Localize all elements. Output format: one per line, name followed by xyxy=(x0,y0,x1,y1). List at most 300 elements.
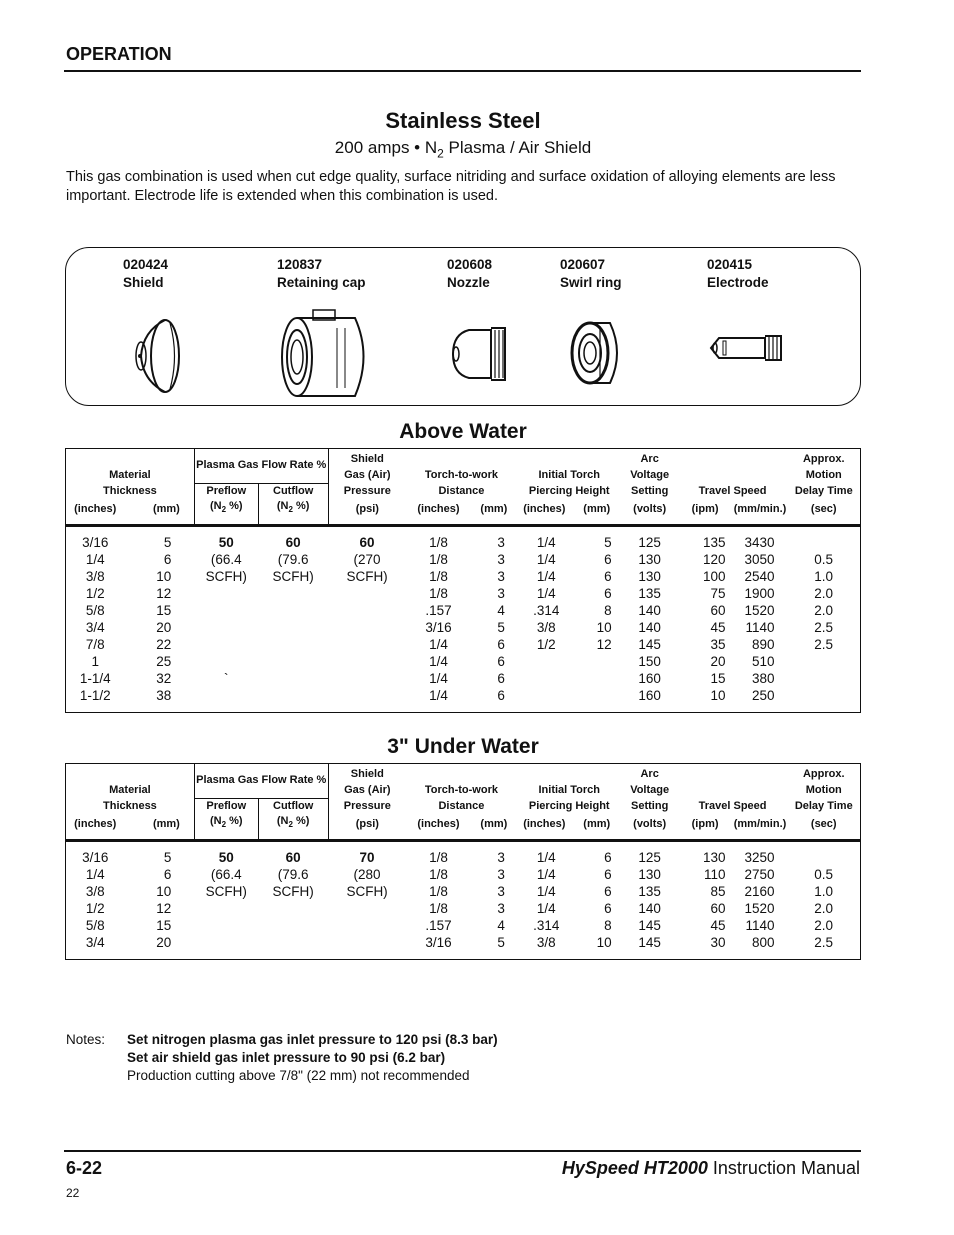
header-shield-2: Gas (Air) xyxy=(328,783,406,799)
table-cell: 135 xyxy=(638,585,661,601)
table-cell: 130 xyxy=(638,866,661,882)
table-cell: 3 xyxy=(497,866,505,882)
table-cell: 75 xyxy=(710,585,726,601)
header-pierce-2: Piercing Height xyxy=(528,799,610,812)
header-rule xyxy=(64,70,861,72)
table-cell xyxy=(328,687,406,713)
table-cell xyxy=(572,670,622,687)
table-row xyxy=(66,619,861,636)
part-name: Swirl ring xyxy=(560,275,622,290)
table-cell xyxy=(328,619,406,636)
header-pierce-2: Piercing Height xyxy=(528,484,610,497)
table-cell: 135 xyxy=(703,534,726,550)
table-cell: 38 xyxy=(156,687,172,703)
table-cell xyxy=(328,934,406,960)
table-cell: 1/8 xyxy=(429,866,448,882)
under-water-table xyxy=(65,763,861,960)
table-cell: ` xyxy=(224,670,229,686)
table-cell: .314 xyxy=(533,602,560,618)
swirl-ring-part-icon xyxy=(560,318,640,388)
note-line-3: Production cutting above 7/8" (22 mm) not recommended xyxy=(127,1068,470,1083)
table-row xyxy=(66,883,861,900)
table-cell: (79.6 xyxy=(277,551,309,567)
table-cell: 250 xyxy=(751,687,775,703)
table-cell: 100 xyxy=(703,568,726,584)
under-water-rows xyxy=(66,840,861,959)
table-cell: 60 xyxy=(285,534,301,550)
header-shield-3: Pressure xyxy=(328,483,406,499)
table-cell: 140 xyxy=(638,619,661,635)
table-cell xyxy=(328,636,406,653)
table-cell: 8 xyxy=(604,917,612,933)
table-cell: 15 xyxy=(710,670,726,686)
table-cell: 6 xyxy=(604,568,612,584)
table-cell: 5/8 xyxy=(85,917,105,933)
table-cell: 510 xyxy=(751,653,775,669)
table-row xyxy=(66,840,861,866)
table-cell: 45 xyxy=(710,917,726,933)
table-cell: 1/8 xyxy=(429,585,448,601)
header-shield-4: (psi) xyxy=(328,499,406,525)
table-cell: 2.0 xyxy=(814,900,833,916)
table-cell: 1/2 xyxy=(85,900,105,916)
above-water-title: Above Water xyxy=(399,420,527,443)
table-cell: 3 xyxy=(497,900,505,916)
table-cell: 3/8 xyxy=(536,619,556,635)
table-cell: 1140 xyxy=(745,619,775,635)
header-mm: (mm) xyxy=(124,499,194,525)
table-cell xyxy=(194,619,258,636)
table-cell xyxy=(788,670,861,687)
description: This gas combination is used when cut edge quality, surface nitriding and surface oxidation of alloying elements are less important. Electrode life is extended when this combination is used. xyxy=(66,169,836,204)
table-cell: 1520 xyxy=(744,900,775,916)
table-cell: 1/8 xyxy=(429,883,448,899)
table-cell: 140 xyxy=(638,900,661,916)
part-name: Shield xyxy=(123,275,164,290)
table-cell: 3 xyxy=(497,568,505,584)
table-cell: 380 xyxy=(751,670,775,686)
table-cell: 50 xyxy=(218,534,234,550)
table-cell: 1/4 xyxy=(536,900,556,916)
electrode-part-icon xyxy=(707,328,797,368)
table-cell: 2.5 xyxy=(814,619,833,635)
table-cell xyxy=(328,900,406,917)
table-row xyxy=(66,525,861,551)
header-arc-2: Voltage xyxy=(630,783,670,796)
table-cell: 1520 xyxy=(744,602,775,618)
part-number: 020607 xyxy=(560,257,606,272)
table-row xyxy=(66,602,861,619)
part-name: Nozzle xyxy=(447,275,490,290)
table-cell: 2750 xyxy=(744,866,775,882)
page-title: Stainless Steel xyxy=(385,108,541,133)
table-cell: 1/8 xyxy=(429,568,448,584)
table-cell: 15 xyxy=(156,602,172,618)
table-cell: 0.5 xyxy=(814,551,833,567)
table-cell xyxy=(788,653,861,670)
table-cell: 160 xyxy=(638,687,661,703)
table-cell: 10 xyxy=(596,934,612,950)
header-torch-mm: (mm) xyxy=(471,499,517,525)
table-cell: 7/8 xyxy=(85,636,105,652)
header-ipm: (ipm) xyxy=(678,814,733,840)
header-mm: (mm) xyxy=(124,814,194,840)
part-electrode xyxy=(707,256,827,406)
table-cell: 1/4 xyxy=(536,866,556,882)
table-cell: 6 xyxy=(497,670,505,686)
table-row xyxy=(66,585,861,602)
header-torch-1: Torch-to-work xyxy=(424,468,498,481)
table-cell: 160 xyxy=(638,670,661,686)
page-subtitle: 200 amps • $N_2$ Plasma / Air Shield xyxy=(334,138,592,161)
table-cell xyxy=(517,653,572,670)
table-cell: 3/8 xyxy=(85,883,105,899)
table-cell: 1/4 xyxy=(429,636,448,652)
table-cell xyxy=(258,917,328,934)
header-pierce-mm: (mm) xyxy=(572,814,622,840)
table-cell xyxy=(788,525,861,551)
header-torch-inches: (inches) xyxy=(406,499,471,525)
header-mmmin: (mm/min.) xyxy=(733,499,788,525)
part-number: 120837 xyxy=(277,257,323,272)
table-cell: (66.4 xyxy=(210,551,242,567)
header-cutflow: Cutflow xyxy=(258,798,328,814)
table-cell: SCFH) xyxy=(272,883,314,899)
note-line-2: Set air shield gas inlet pressure to 90 psi (6.2 bar) xyxy=(127,1050,446,1065)
table-cell: 6 xyxy=(163,866,172,882)
table-cell: 1/4 xyxy=(536,883,556,899)
table-cell: 60 xyxy=(710,602,726,618)
table-cell: 2.0 xyxy=(814,602,833,618)
table-cell xyxy=(258,900,328,917)
header-delay-3: Delay Time xyxy=(794,799,853,812)
footer-manual-title xyxy=(562,1158,860,1179)
consumables-panel xyxy=(65,247,861,406)
table-cell xyxy=(258,653,328,670)
table-cell: 890 xyxy=(751,636,775,652)
table-cell: 150 xyxy=(638,653,661,669)
page-number: 22 xyxy=(66,1186,80,1200)
table-cell: 30 xyxy=(710,934,726,950)
table-cell: 3/8 xyxy=(85,568,105,584)
table-cell: 3 xyxy=(497,585,505,601)
table-cell: 110 xyxy=(704,866,726,882)
retaining-cap-part-icon xyxy=(277,308,387,408)
table-cell: 125 xyxy=(638,849,661,865)
table-cell: 6 xyxy=(497,636,505,652)
table-cell: 135 xyxy=(638,883,661,899)
table-cell: 6 xyxy=(497,687,505,703)
under-water-title: 3" Under Water xyxy=(387,735,539,758)
table-cell: 1/4 xyxy=(85,866,105,882)
table-cell: 3 xyxy=(497,551,505,567)
table-cell: 12 xyxy=(156,900,172,916)
header-delay-2: Motion xyxy=(805,783,842,796)
table-cell: 1/4 xyxy=(429,653,448,669)
section-header: OPERATION xyxy=(66,44,172,64)
header-torch-2: Distance xyxy=(438,799,485,812)
table-cell: 4 xyxy=(497,917,505,933)
table-cell: 20 xyxy=(710,653,726,669)
table-cell: 1-1/4 xyxy=(79,670,111,686)
table-cell: 6 xyxy=(604,900,612,916)
table-cell: 12 xyxy=(596,636,612,652)
table-cell: 12 xyxy=(156,585,172,601)
table-row xyxy=(66,934,861,960)
header-flow-rate: Plasma Gas Flow Rate % xyxy=(194,449,328,484)
table-cell: 10 xyxy=(710,687,726,703)
header-inches: (inches) xyxy=(66,814,125,840)
table-cell: (66.4 xyxy=(210,866,242,882)
header-delay-3: Delay Time xyxy=(794,484,853,497)
table-cell xyxy=(328,653,406,670)
table-cell: SCFH) xyxy=(346,568,388,584)
table-cell: 6 xyxy=(604,883,612,899)
table-cell: 32 xyxy=(156,670,172,686)
header-material: Material xyxy=(109,783,151,796)
part-retaining-cap xyxy=(277,256,417,406)
table-cell: 60 xyxy=(285,849,301,865)
table-cell: 125 xyxy=(638,534,661,550)
header-pierce-inches: (inches) xyxy=(517,814,572,840)
table-cell: 6 xyxy=(497,653,505,669)
header-pierce-1: Initial Torch xyxy=(538,783,601,796)
table-cell: 3 xyxy=(497,849,505,865)
table-cell: 1/8 xyxy=(429,900,448,916)
table-cell: SCFH) xyxy=(205,883,247,899)
table-cell xyxy=(194,917,258,934)
table-cell: 1/4 xyxy=(536,534,556,550)
table-cell: 60 xyxy=(359,534,375,550)
table-cell: 6 xyxy=(163,551,172,567)
header-arc-4: (volts) xyxy=(622,814,678,840)
part-name: Electrode xyxy=(707,275,769,290)
header-flow-rate: Plasma Gas Flow Rate % xyxy=(194,764,328,799)
header-delay-1: Approx. xyxy=(802,768,845,780)
header-travel: Travel Speed xyxy=(698,484,767,497)
table-cell: 2.0 xyxy=(814,585,833,601)
table-cell: 6 xyxy=(604,585,612,601)
table-cell: 3050 xyxy=(744,551,775,567)
table-cell: 3/16 xyxy=(82,849,109,865)
header-shield-3: Pressure xyxy=(328,798,406,814)
table-cell xyxy=(258,934,328,960)
table-cell: 130 xyxy=(638,551,661,567)
table-cell xyxy=(572,687,622,713)
table-cell: 1/4 xyxy=(536,585,556,601)
shield-part-icon xyxy=(123,311,203,401)
part-name: Retaining cap xyxy=(277,275,366,290)
table-cell: 10 xyxy=(596,619,612,635)
table-cell: 3/8 xyxy=(536,934,556,950)
table-cell: 1/4 xyxy=(536,849,556,865)
header-pierce-1: Initial Torch xyxy=(538,468,601,481)
table-cell: 85 xyxy=(710,883,726,899)
header-arc-4: (volts) xyxy=(622,499,678,525)
part-number: 020608 xyxy=(447,257,493,272)
table-cell: SCFH) xyxy=(205,568,247,584)
table-cell: 25 xyxy=(156,653,172,669)
table-row xyxy=(66,687,861,713)
table-cell: 8 xyxy=(604,602,612,618)
header-shield-4: (psi) xyxy=(328,814,406,840)
header-arc-3: Setting xyxy=(631,484,669,497)
footer-rule xyxy=(64,1150,861,1152)
header-n2-cutflow: ($N_2$ %) xyxy=(258,814,328,840)
table-cell: 3/16 xyxy=(82,534,109,550)
table-cell: 1/4 xyxy=(536,551,556,567)
header-ipm: (ipm) xyxy=(678,499,733,525)
header-arc-3: Setting xyxy=(631,799,669,812)
header-inches: (inches) xyxy=(66,499,125,525)
table-cell: .157 xyxy=(425,602,452,618)
table-cell: .157 xyxy=(425,917,452,933)
table-cell: 22 xyxy=(156,636,172,652)
table-cell xyxy=(572,653,622,670)
table-cell: 2.0 xyxy=(814,917,833,933)
table-cell: 145 xyxy=(638,636,661,652)
table-cell: 3250 xyxy=(744,849,775,865)
notes-label: Notes: xyxy=(66,1032,106,1047)
table-cell xyxy=(258,585,328,602)
header-shield-1: Shield xyxy=(328,449,406,468)
footer-brand: HySpeed HT2000 xyxy=(561,1158,708,1178)
table-row xyxy=(66,551,861,568)
table-cell: 2.5 xyxy=(814,636,833,652)
table-cell: 120 xyxy=(703,551,726,567)
header-pierce-inches: (inches) xyxy=(517,499,572,525)
header-n2-preflow: ($N_2$ %) xyxy=(194,814,258,840)
header-torch-2: Distance xyxy=(438,484,485,497)
header-arc-1: Arc xyxy=(640,768,659,780)
table-cell xyxy=(517,687,572,713)
header-torch-1: Torch-to-work xyxy=(424,783,498,796)
nozzle-part-icon xyxy=(447,324,517,384)
table-cell: 5 xyxy=(163,849,172,865)
table-cell: SCFH) xyxy=(346,883,388,899)
header-cutflow: Cutflow xyxy=(258,483,328,499)
header-shield-2: Gas (Air) xyxy=(328,468,406,484)
table-cell: 1140 xyxy=(745,917,775,933)
table-cell xyxy=(194,602,258,619)
table-cell: 3430 xyxy=(744,534,775,550)
header-shield-1: Shield xyxy=(328,764,406,783)
footer-page: 6-22 xyxy=(66,1158,103,1178)
table-cell: 1/8 xyxy=(429,534,448,550)
table-cell: 35 xyxy=(710,636,726,652)
table-cell: 130 xyxy=(638,568,661,584)
header-delay-4: (sec) xyxy=(788,499,861,525)
table-cell: 1.0 xyxy=(814,568,833,584)
table-cell xyxy=(788,840,861,866)
table-cell: 5 xyxy=(497,619,505,635)
table-cell: 45 xyxy=(710,619,726,635)
table-cell xyxy=(258,602,328,619)
table-cell: 1.0 xyxy=(814,883,833,899)
table-cell xyxy=(194,900,258,917)
table-cell: 20 xyxy=(156,934,172,950)
table-cell: 5 xyxy=(163,534,172,550)
part-swirl-ring xyxy=(560,256,680,406)
table-cell: 3/16 xyxy=(425,619,452,635)
table-cell: 145 xyxy=(638,917,661,933)
table-cell: .314 xyxy=(533,917,560,933)
table-cell: 1-1/2 xyxy=(79,687,111,703)
table-row xyxy=(66,653,861,670)
table-cell: 3/16 xyxy=(425,934,452,950)
table-cell: 1/8 xyxy=(429,849,448,865)
table-cell: 70 xyxy=(359,849,375,865)
table-cell: (280 xyxy=(353,866,381,882)
header-preflow: Preflow xyxy=(194,483,258,499)
header-delay-4: (sec) xyxy=(788,814,861,840)
table-cell: 140 xyxy=(638,602,661,618)
table-cell xyxy=(258,619,328,636)
table-row xyxy=(66,866,861,883)
table-cell: 10 xyxy=(156,883,172,899)
table-cell: SCFH) xyxy=(272,568,314,584)
table-cell: 1/2 xyxy=(85,585,105,601)
header-travel: Travel Speed xyxy=(698,799,767,812)
header-pierce-mm: (mm) xyxy=(572,499,622,525)
table-cell: (79.6 xyxy=(277,866,309,882)
header-torch-inches: (inches) xyxy=(406,814,471,840)
header-material-2: Thickness xyxy=(103,799,157,812)
table-cell: 3 xyxy=(497,883,505,899)
header-torch-mm: (mm) xyxy=(471,814,517,840)
table-cell: 6 xyxy=(604,866,612,882)
table-cell xyxy=(328,585,406,602)
table-cell: 3 xyxy=(497,534,505,550)
header-delay-2: Motion xyxy=(805,468,842,481)
table-cell: 2.5 xyxy=(814,934,833,950)
part-number: 020424 xyxy=(123,257,169,272)
header-arc-2: Voltage xyxy=(630,468,670,481)
table-cell: 5 xyxy=(497,934,505,950)
table-cell xyxy=(328,602,406,619)
table-row xyxy=(66,636,861,653)
table-cell: (270 xyxy=(353,551,381,567)
header-delay-1: Approx. xyxy=(802,453,845,465)
table-cell xyxy=(258,670,328,687)
table-cell: 3/4 xyxy=(85,934,105,950)
table-cell: 1/4 xyxy=(429,670,448,686)
table-row xyxy=(66,917,861,934)
table-cell: 4 xyxy=(497,602,505,618)
table-cell: 60 xyxy=(710,900,726,916)
table-cell: 15 xyxy=(156,917,172,933)
table-cell: 10 xyxy=(156,568,172,584)
header-n2-cutflow: ($N_2$ %) xyxy=(258,499,328,525)
table-cell: 6 xyxy=(604,849,612,865)
part-shield xyxy=(123,256,243,406)
table-cell: 1/4 xyxy=(429,687,448,703)
header-mmmin: (mm/min.) xyxy=(733,814,788,840)
table-cell xyxy=(194,687,258,713)
table-cell: 1/2 xyxy=(536,636,556,652)
footer-manual: Instruction Manual xyxy=(712,1158,860,1178)
header-n2-preflow: ($N_2$ %) xyxy=(194,499,258,525)
table-cell: 50 xyxy=(218,849,234,865)
part-number: 020415 xyxy=(707,257,753,272)
table-cell xyxy=(194,585,258,602)
table-cell: 800 xyxy=(751,934,775,950)
table-cell: 130 xyxy=(703,849,726,865)
above-water-rows xyxy=(66,525,861,712)
table-cell xyxy=(258,636,328,653)
table-cell: 145 xyxy=(638,934,661,950)
table-cell: 1/8 xyxy=(429,551,448,567)
